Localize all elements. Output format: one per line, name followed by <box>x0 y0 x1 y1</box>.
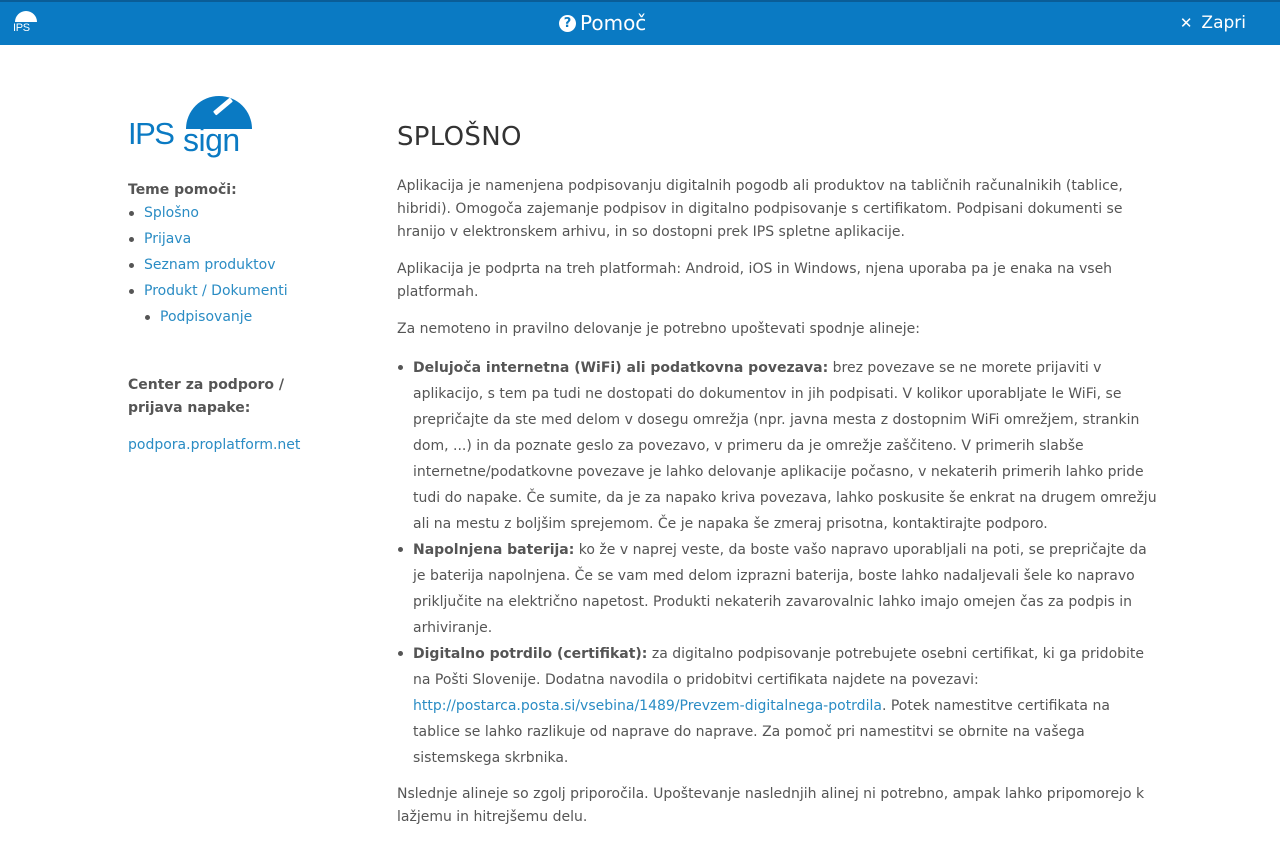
sidebar <box>128 96 368 453</box>
certificate-link[interactable]: http://postarca.posta.si/vsebina/1489/Prevzem-digitalnega-potrdila <box>413 698 882 714</box>
section-heading: SPLOŠNO <box>397 122 522 152</box>
list-item <box>397 537 1157 641</box>
ipssign-logo <box>128 96 253 160</box>
recommendations-paragraph: Nslednje alineje so zgolj priporočila. Upoštevanje naslednjih alinej ni potrebno, ampak lahko pripomorejo k lažjemu in hitrejšemu delu. <box>397 786 1145 825</box>
intro-paragraph: Aplikacija je namenjena podpisovanju digitalnih pogodb ali produktov na tabličnih računalnikih (tablice, hibridi). Omogoča zajemanje podpisov in digitalno podpisovanje s certifikatom. Podpisani dokumenti se hranijo v elektronskem arhivu, in so dostopni prek IPS spletne aplikacije. <box>397 178 1123 240</box>
bullet-title: Digitalno potrdilo (certifikat): <box>413 646 648 662</box>
logo-sign-text: sign <box>183 122 240 158</box>
bullet-text: brez povezave se ne morete prijaviti v aplikacijo, s tem pa tudi ne dostopati do dokumentov in jih podpisati. V kolikor uporabljate le WiFi, se prepričajte da ste med delom v dosegu omrežja (npr. javna mesta z dostopnim WiFi omrežjem, strankin dom, ...) in da poznate geslo za povezavo, v primeru da je omrežje zaščiteno. V primerih slabše internetne/podatkovne povezave je lahko delovanje aplikacije počasno, v nekaterih primerih lahko pride tudi do napake. Če sumite, da je za napako kriva povezava, lahko poskusite še enkrat na drugem omrežju ali na mestu z boljšim sprejemom. Če je napaka še zmeraj prisotna, kontaktirajte podporo. <box>413 360 1157 532</box>
topic-link-podpisovanje[interactable]: Podpisovanje <box>160 309 253 325</box>
topic-item <box>128 202 288 228</box>
topic-item <box>128 254 288 280</box>
requirements-paragraph: Za nemoteno in pravilno delovanje je potrebno upoštevati spodnje alineje: <box>397 321 921 337</box>
topic-item <box>128 228 288 254</box>
platforms-paragraph: Aplikacija je podprta na treh platformah: Android, iOS in Windows, njena uporaba pa je enaka na vseh platformah. <box>397 261 1113 300</box>
topics-heading: Teme pomoči: <box>128 182 237 198</box>
question-circle-icon: ? <box>559 15 576 32</box>
list-item <box>397 355 1157 537</box>
topic-link-seznam-produktov[interactable]: Seznam produktov <box>144 257 276 273</box>
ips-logo-icon <box>12 9 40 39</box>
bullet-text: za digitalno podpisovanje potrebujete osebni certifikat, ki ga pridobite na Pošti Slovenije. Dodatna navodila o pridobitvi certifikata najdete na povezavi: <box>413 646 1145 688</box>
support-heading-line2: prijava napake: <box>128 400 251 416</box>
topic-item <box>128 306 288 332</box>
bullet-text: ko že v naprej veste, da boste vašo napravo uporabljali na poti, se prepričajte da je baterija napolnjena. Če se vam med delom izprazni baterija, boste lahko nadaljevali šele ko napravo priključite na električno napetost. Produkti nekaterih zavarovalnic lahko imajo omejen čas za podpis in arhiviranje. <box>413 542 1147 636</box>
topics-list <box>128 202 288 332</box>
topic-link-produkt-dokumenti[interactable]: Produkt / Dokumenti <box>144 283 288 299</box>
main-content <box>397 120 1157 843</box>
bullet-title: Napolnjena baterija: <box>413 542 575 558</box>
topic-link-prijava[interactable]: Prijava <box>144 231 192 247</box>
close-icon: ✕ <box>1179 14 1193 32</box>
close-button[interactable] <box>1180 13 1246 33</box>
top-bar <box>0 0 1280 45</box>
topic-item <box>128 280 288 306</box>
logo-ips-text: IPS <box>128 116 174 151</box>
topic-link-splosno[interactable]: Splošno <box>144 205 199 221</box>
page-title-text: Pomoč <box>580 11 647 35</box>
support-link[interactable]: podpora.proplatform.net <box>128 437 301 453</box>
requirements-list <box>397 355 1157 771</box>
page-title <box>559 11 646 35</box>
close-label: Zapri <box>1201 13 1246 33</box>
bullet-text: . Potek namestitve certifikata na tablice se lahko razlikuje od naprave do naprave. Za pomoč pri namestitvi se obrnite na vašega sistemskega skrbnika. <box>413 698 1110 766</box>
bullet-title: Delujoča internetna (WiFi) ali podatkovna povezava: <box>413 360 829 376</box>
top-logo-text: IPS <box>13 22 30 34</box>
list-item <box>397 641 1157 771</box>
support-heading-line1: Center za podporo / <box>128 377 284 393</box>
